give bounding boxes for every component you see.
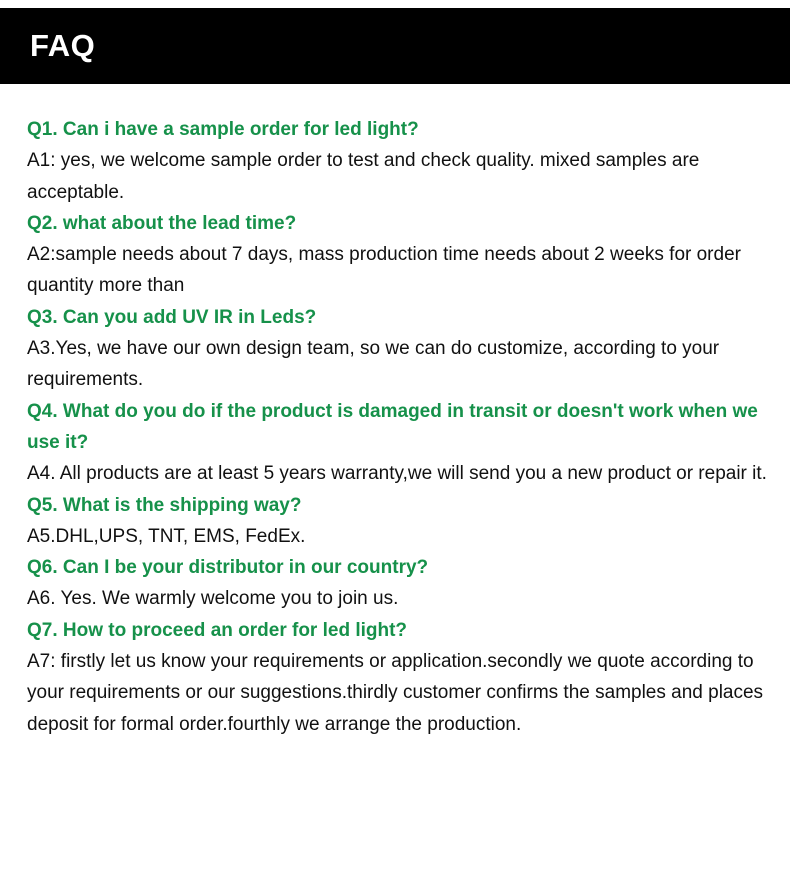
faq-question-1: Q1. Can i have a sample order for led light? [27,119,419,140]
faq-question-5: Q5. What is the shipping way? [27,494,302,516]
faq-header-bar [0,8,790,84]
faq-answer-1: A1: yes, we welcome sample order to test and check quality. mixed samples are acceptable. [27,150,700,203]
faq-item-6 [27,552,772,615]
faq-answer-2: A2:sample needs about 7 days, mass production time needs about 2 weeks for order quantity more than [27,244,741,297]
faq-answer-3: A3.Yes, we have our own design team, so we can do customize, according to your requirements. [27,338,720,391]
faq-answer-4: A4. All products are at least 5 years warranty,we will send you a new product or repair it. [27,463,767,485]
faq-question-2: Q2. what about the lead time? [27,212,297,234]
faq-item-3 [27,302,772,396]
faq-question-4: Q4. What do you do if the product is damaged in transit or doesn't work when we use it? [27,400,758,453]
faq-question-3: Q3. Can you add UV IR in Leds? [27,306,317,328]
faq-list [27,114,772,740]
faq-question-6: Q6. Can I be your distributor in our country? [27,557,429,579]
faq-item-1 [27,114,772,208]
faq-item-4 [27,396,772,490]
faq-item-2 [27,208,772,302]
faq-item-5 [27,490,772,553]
faq-question-7: Q7. How to proceed an order for led light? [27,619,408,641]
faq-answer-7: A7: firstly let us know your requirements or application.secondly we quote according to your requirements or our suggestions.thirdly customer confirms the samples and places deposit for formal order.fourthly we arrange the production. [27,651,764,735]
page-title: FAQ [30,28,96,63]
faq-answer-6: A6. Yes. We warmly welcome you to join us. [27,588,399,610]
faq-answer-5: A5.DHL,UPS, TNT, EMS, FedEx. [27,525,306,547]
faq-item-7 [27,615,772,740]
